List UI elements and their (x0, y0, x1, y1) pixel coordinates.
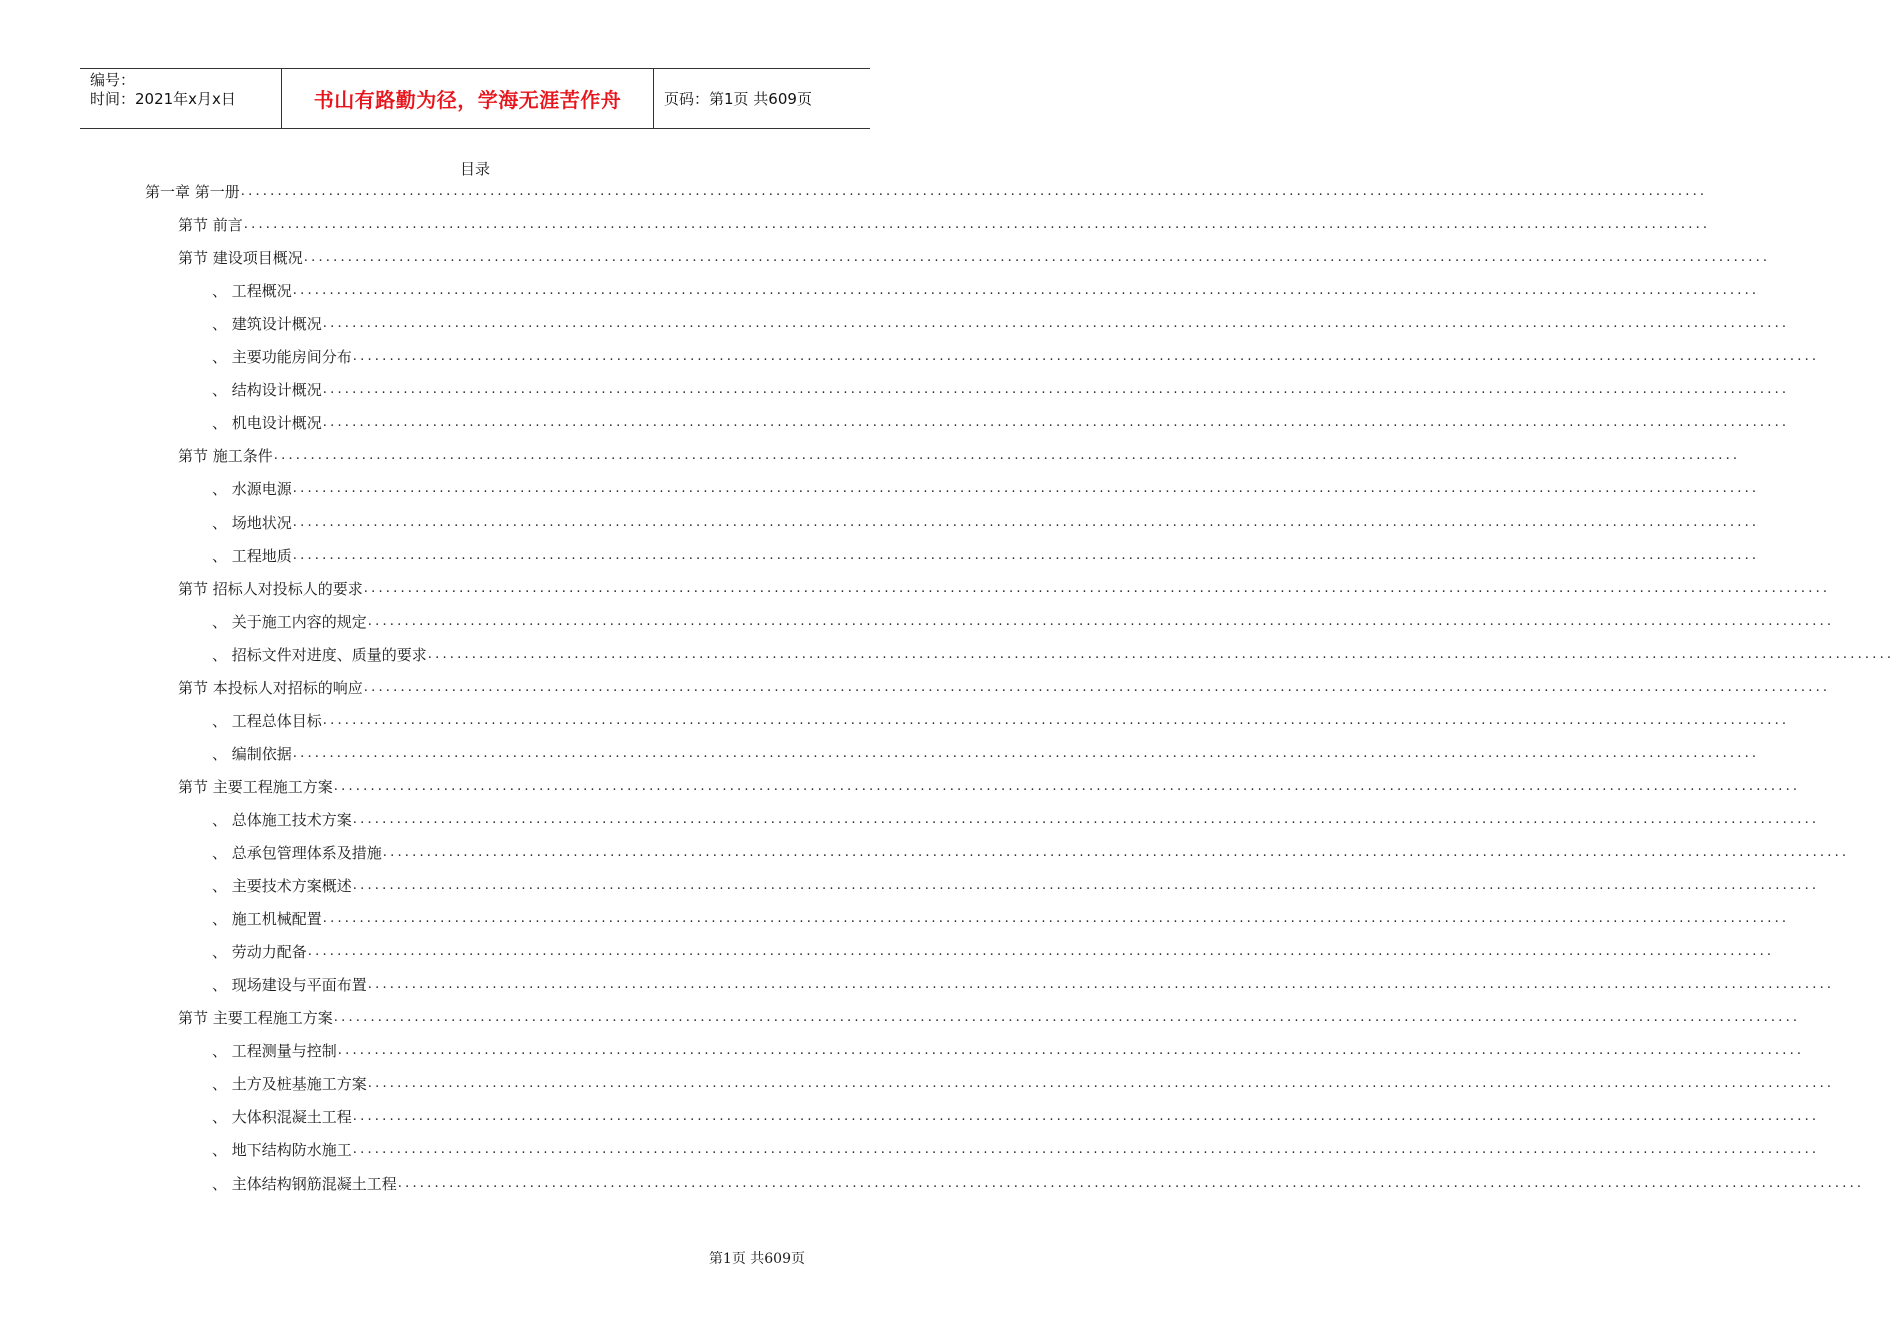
toc-entry[interactable] (212, 612, 1835, 632)
toc-entry[interactable] (212, 843, 1850, 863)
toc-entry[interactable] (212, 1174, 1865, 1194)
toc-entry[interactable] (178, 579, 1831, 599)
toc-entry[interactable] (178, 678, 1831, 698)
toc-entry-label: 第节 施工条件 (178, 447, 273, 466)
toc-entry-label: 、 工程概况 (212, 282, 292, 301)
toc-entry[interactable] (212, 876, 1820, 896)
toc-dot-leader: ........................................................................................................................................................................................................ (397, 1175, 1865, 1191)
toc-dot-leader: ........................................................................................................................................................................................................ (322, 382, 1790, 398)
toc-entry-label: 、 工程测量与控制 (212, 1042, 337, 1061)
toc-entry-label: 第节 招标人对投标人的要求 (178, 579, 363, 598)
toc-entry-label: 第节 主要工程施工方案 (178, 1009, 333, 1028)
toc-title: 目录 (459, 160, 490, 178)
toc-entry[interactable] (212, 347, 1820, 367)
document-time-label: 时间：2021年x月x日 (90, 90, 236, 108)
toc-dot-leader: ........................................................................................................................................................................................................ (292, 481, 1760, 497)
toc-entry-label: 、 工程总体目标 (212, 711, 322, 730)
toc-entry-label: 、 主体结构钢筋混凝土工程 (212, 1174, 397, 1193)
toc-entry[interactable] (178, 215, 1711, 235)
toc-dot-leader: ........................................................................................................................................................................................................ (352, 1142, 1820, 1158)
toc-dot-leader: ........................................................................................................................................................................................................ (333, 778, 1801, 794)
toc-entry-label: 第节 本投标人对招标的响应 (178, 678, 363, 697)
toc-dot-leader: ........................................................................................................................................................................................................ (292, 283, 1760, 299)
header-page-number: 页码：第1页 共609页 (664, 90, 812, 108)
toc-dot-leader: ........................................................................................................................................................................................................ (352, 878, 1820, 894)
toc-entry-label: 、 水源电源 (212, 480, 292, 499)
toc-entry-label: 第节 前言 (178, 216, 243, 235)
toc-dot-leader: ........................................................................................................................................................................................................ (333, 1010, 1801, 1026)
toc-entry[interactable] (212, 513, 1760, 533)
toc-dot-leader: ........................................................................................................................................................................................................ (367, 977, 1835, 993)
toc-entry-label: 、 主要功能房间分布 (212, 348, 352, 367)
toc-entry[interactable] (212, 413, 1790, 433)
toc-entry[interactable] (212, 1041, 1805, 1061)
toc-entry[interactable] (212, 645, 1894, 665)
toc-dot-leader: ........................................................................................................................................................................................................ (240, 184, 1708, 199)
toc-dot-leader: ........................................................................................................................................................................................................ (352, 349, 1820, 365)
toc-dot-leader: ........................................................................................................................................................................................................ (322, 712, 1790, 728)
toc-dot-leader: ........................................................................................................................................................................................................ (363, 580, 1831, 596)
toc-entry[interactable] (212, 909, 1790, 929)
toc-dot-leader: ........................................................................................................................................................................................................ (352, 1109, 1820, 1125)
page-header (80, 68, 870, 129)
toc-entry[interactable] (178, 1008, 1801, 1028)
toc-dot-leader: ........................................................................................................................................................................................................ (322, 911, 1790, 927)
toc-dot-leader: ........................................................................................................................................................................................................ (307, 944, 1775, 960)
toc-dot-leader: ........................................................................................................................................................................................................ (337, 1043, 1805, 1059)
toc-dot-leader: ........................................................................................................................................................................................................ (367, 613, 1835, 629)
toc-entry-label: 、 场地状况 (212, 513, 292, 532)
toc-dot-leader: ........................................................................................................................................................................................................ (292, 745, 1760, 761)
toc-entry[interactable] (212, 810, 1820, 830)
toc-dot-leader: ........................................................................................................................................................................................................ (243, 217, 1711, 233)
toc-entry[interactable] (212, 711, 1790, 731)
toc-entry-label: 、 机电设计概况 (212, 414, 322, 433)
toc-entry-label: 、 施工机械配置 (212, 910, 322, 929)
toc-entry[interactable] (145, 182, 1708, 202)
toc-entry[interactable] (212, 281, 1760, 301)
toc-dot-leader: ........................................................................................................................................................................................................ (303, 250, 1771, 266)
header-meta-cell (80, 69, 282, 128)
toc-entry-label: 、 建筑设计概况 (212, 315, 322, 334)
toc-entry[interactable] (212, 1074, 1835, 1094)
toc-entry[interactable] (212, 546, 1760, 566)
toc-entry[interactable] (178, 446, 1741, 466)
toc-entry-label: 第节 建设项目概况 (178, 249, 303, 268)
toc-dot-leader: ........................................................................................................................................................................................................ (427, 646, 1894, 662)
toc-dot-leader: ........................................................................................................................................................................................................ (292, 514, 1760, 530)
header-motto: 书山有路勤为径，学海无涯苦作舟 (282, 69, 654, 128)
document-number-label: 编号： (90, 71, 136, 89)
toc-dot-leader: ........................................................................................................................................................................................................ (367, 1076, 1835, 1092)
toc-entry-label: 、 关于施工内容的规定 (212, 612, 367, 631)
toc-entry[interactable] (212, 380, 1790, 400)
toc-dot-leader: ........................................................................................................................................................................................................ (382, 845, 1850, 860)
toc-entry[interactable] (178, 777, 1801, 797)
toc-entry[interactable] (212, 975, 1835, 995)
toc-dot-leader: ........................................................................................................................................................................................................ (363, 679, 1831, 695)
toc-entry-label: 、 编制依据 (212, 744, 292, 763)
toc-entry-label: 、 结构设计概况 (212, 381, 322, 400)
toc-entry-label: 、 工程地质 (212, 546, 292, 565)
toc-entry[interactable] (212, 744, 1760, 764)
toc-entry-label: 、 劳动力配备 (212, 943, 307, 962)
toc-entry-label: 、 地下结构防水施工 (212, 1141, 352, 1160)
footer-page-number: 第1页 共609页 (708, 1251, 805, 1267)
toc-entry[interactable] (212, 314, 1790, 334)
toc-entry-label: 、 总承包管理体系及措施 (212, 844, 382, 862)
toc-entry-label: 、 现场建设与平面布置 (212, 976, 367, 995)
toc-entry[interactable] (212, 1140, 1820, 1160)
toc-entry[interactable] (212, 479, 1760, 499)
toc-dot-leader: ........................................................................................................................................................................................................ (292, 547, 1760, 563)
toc-dot-leader: ........................................................................................................................................................................................................ (273, 448, 1741, 464)
toc-entry[interactable] (212, 1107, 1820, 1127)
toc-dot-leader: ........................................................................................................................................................................................................ (322, 415, 1790, 431)
toc-entry-label: 、 大体积混凝土工程 (212, 1108, 352, 1127)
toc-entry-label: 第节 主要工程施工方案 (178, 777, 333, 796)
toc-entry-label: 、 总体施工技术方案 (212, 810, 352, 829)
toc-entry-label: 第一章 第一册 (145, 183, 240, 201)
toc-entry[interactable] (212, 942, 1775, 962)
toc-dot-leader: ........................................................................................................................................................................................................ (352, 811, 1820, 827)
toc-dot-leader: ........................................................................................................................................................................................................ (322, 316, 1790, 332)
toc-entry-label: 、 主要技术方案概述 (212, 877, 352, 896)
toc-entry-label: 、 土方及桩基施工方案 (212, 1075, 367, 1094)
toc-entry-label: 、 招标文件对进度、质量的要求 (212, 645, 427, 664)
toc-entry[interactable] (178, 248, 1771, 268)
